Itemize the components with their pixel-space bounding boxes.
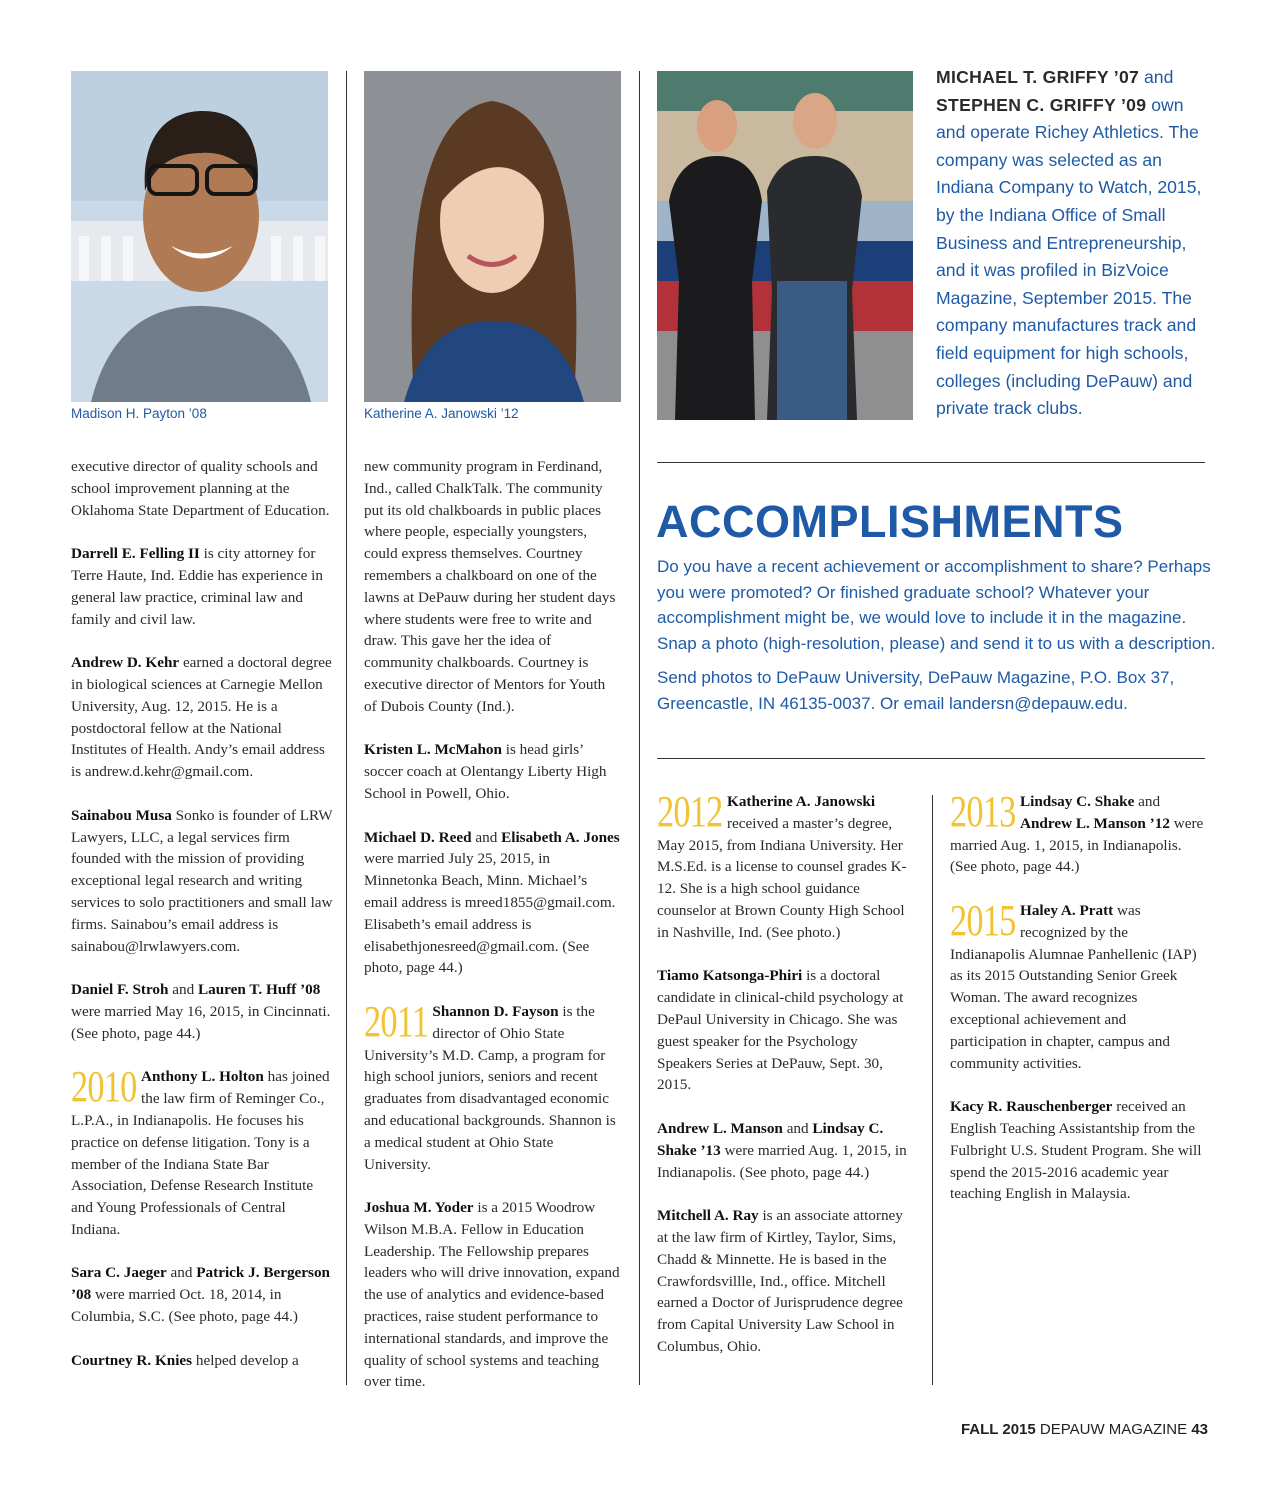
page-number: 43	[1191, 1421, 1208, 1438]
person-name: Joshua M. Yoder	[364, 1199, 474, 1217]
griffy-name-1: MICHAEL T. GRIFFY ’07	[936, 67, 1140, 87]
section-rule-top	[657, 462, 1205, 463]
griffy-and: and	[1139, 67, 1174, 87]
section-rule-bottom	[657, 758, 1205, 759]
person-name: Tiamo Katsonga-Phiri	[657, 967, 803, 985]
person-name: Kacy R. Rauschenberger	[950, 1098, 1113, 1116]
entry-rauschenberger: Kacy R. Rauschenberger received an English Teaching Assistantship from the Fulbright U.S. Student Program. She will spend the 2015-2016 academic year teaching English in Malaysia.	[950, 1098, 1202, 1203]
person-name: Lauren T. Huff ’08	[198, 981, 321, 999]
entry-holton: 2010 Anthony L. Holton has joined the law firm of Reminger Co., L.P.A., in Indianapolis. He focuses his practice on defense litigation. Tony is a member of the Indiana State Bar Association, Defense Research Institute and Young Professionals of Central Indiana.	[71, 1062, 330, 1238]
person-name: Lindsay C. Shake ’13	[657, 1119, 884, 1159]
page-footer	[961, 1421, 1208, 1438]
entry-stroh-huff: Daniel F. Stroh and Lauren T. Huff ’08 were married May 16, 2015, in Cincinnati. (See photo, page 44.)	[71, 981, 331, 1042]
person-name: Elisabeth A. Jones	[501, 828, 620, 846]
entry-jaeger-bergerson: Sara C. Jaeger and Patrick J. Bergerson ’08 were married Oct. 18, 2014, in Columbia, S.C. (See photo, page 44.)	[71, 1264, 330, 1326]
person-name: Patrick J. Bergerson ’08	[71, 1264, 330, 1304]
entry-mcmahon: Kristen L. McMahon is head girls’ soccer coach at Olentangy Liberty High School in Powell, Ohio.	[364, 741, 607, 802]
year-heading-2015: 2015	[950, 895, 1016, 945]
entry-janowski: 2012 Katherine A. Janowski received a master’s degree, May 2015, from Indiana University. Her M.S.Ed. is a license to counsel grades K-12. She is a high school guidance counselor at Brown County High School in Nashville, Ind. (See photo.)	[657, 787, 907, 941]
entry-text: executive director of quality schools and school improvement planning at the Oklahoma State Department of Education.	[71, 458, 330, 519]
column-divider	[346, 71, 347, 1385]
entry-kehr: Andrew D. Kehr earned a doctoral degree in biological sciences at Carnegie Mellon University, Aug. 12, 2015. He is a postdoctoral fellow at the National Institutes of Health. Andy’s email address is andrew.d.kehr@gmail.com.	[71, 654, 332, 781]
accomplishments-intro: Do you have a recent achievement or accomplishment to share? Perhaps you were promoted? Or finished graduate school? Whatever your accomplishment might be, we would love to include it in the magazine. Snap a photo (high-resolution, please) and send it to us with a description.	[657, 557, 1216, 653]
person-name: Andrew L. Manson ’12	[1020, 814, 1170, 832]
entry-pratt: 2015 Haley A. Pratt was recognized by the Indianapolis Alumnae Panhellenic (IAP) as its 2015 Outstanding Senior Greek Woman. The award recognizes exceptional achievement and participation in chapter, campus and community activities.	[950, 895, 1197, 1072]
column-divider	[932, 795, 933, 1385]
person-name: Michael D. Reed	[364, 828, 472, 846]
person-name: Courtney R. Knies	[71, 1351, 193, 1369]
column-3	[657, 787, 915, 1380]
person-name: Sara C. Jaeger	[71, 1264, 167, 1282]
person-name: Andrew D. Kehr	[71, 654, 180, 672]
person-name: Katherine A. Janowski	[727, 793, 876, 810]
column-divider	[639, 71, 640, 1385]
griffy-name-2: STEPHEN C. GRIFFY ’09	[936, 94, 1147, 115]
year-heading-2010: 2010	[71, 1062, 137, 1112]
person-name: Daniel F. Stroh	[71, 981, 169, 999]
footer-magazine: DEPAUW MAGAZINE	[1039, 1421, 1188, 1438]
entry-katsonga-phiri: Tiamo Katsonga-Phiri is a doctoral candidate in clinical-child psychology at DePaul University in Chicago. She was guest speaker for the Psychology Speakers Series at DePauw, Sept. 30, 2015.	[657, 967, 904, 1094]
entry-yoder: Joshua M. Yoder is a 2015 Woodrow Wilson M.B.A. Fellow in Education Leadership. The Fellowship prepares leaders who will drive innovation, expand the use of analytics and evidence-based practices, raise student performance to international standards, and improve the quality of school systems and teaching over time.	[364, 1199, 620, 1391]
column-1	[71, 456, 333, 1393]
person-name: Shannon D. Fayson	[432, 1002, 559, 1020]
accomplishments-submission: Send photos to DePauw University, DePauw Magazine, P.O. Box 37, Greencastle, IN 46135-0037. Or email landersn@depauw.edu.	[657, 668, 1175, 713]
entry-shake-manson: 2013 Lindsay C. Shake and Andrew L. Manson ’12 were married Aug. 1, 2015, in Indianapolis. (See photo, page 44.)	[950, 787, 1204, 876]
photo-caption-payton: Madison H. Payton ’08	[71, 406, 207, 421]
year-heading-2011: 2011	[364, 996, 429, 1046]
year-heading-2012: 2012	[657, 787, 723, 836]
person-name: Haley A. Pratt	[1020, 901, 1114, 919]
photo-caption-janowski: Katherine A. Janowski ’12	[364, 406, 519, 421]
person-name: Sainabou Musa	[71, 806, 172, 824]
photo-griffy-brothers	[657, 71, 913, 420]
person-name: Andrew L. Manson	[657, 1119, 783, 1137]
entry-musa: Sainabou Musa Sonko is founder of LRW Lawyers, LLC, a legal services firm founded with the mission of providing exceptional legal research and writing services to solo practitioners and small law firms. Sainabou’s email address is sainabou@lrwlawyers.com.	[71, 806, 333, 955]
entry-felling: Darrell E. Felling II is city attorney for Terre Haute, Ind. Eddie has experience in general law practice, criminal law and family and civil law.	[71, 545, 323, 628]
entry-manson-shake: Andrew L. Manson and Lindsay C. Shake ’13 were married Aug. 1, 2015, in Indianapolis. (See photo, page 44.)	[657, 1119, 907, 1181]
footer-issue: FALL 2015	[960, 1421, 1036, 1438]
entry-knies: Courtney R. Knies helped develop a	[71, 1351, 299, 1369]
entry-ray: Mitchell A. Ray is an associate attorney at the law firm of Kirtley, Taylor, Sims, Chadd & Minnette. He is based in the Crawfordsvillle, Ind., office. Mitchell earned a Doctor of Jurisprudence degree from Capital University Law School in Columbus, Ohio.	[657, 1207, 903, 1355]
person-name: Kristen L. McMahon	[364, 741, 502, 759]
photo-payton	[71, 71, 328, 402]
year-heading-2013: 2013	[950, 787, 1016, 836]
griffy-entry	[936, 64, 1211, 423]
accomplishments-title: ACCOMPLISHMENTS	[656, 496, 1124, 547]
entry-reed-jones: Michael D. Reed and Elisabeth A. Jones were married July 25, 2015, in Minnetonka Beach, Minn. Michael’s email address is mreed1855@gmail.com. Elisabeth’s email address is elisabethjonesreed@gmail.com. (See photo, page 44.)	[364, 828, 620, 977]
person-name: Anthony L. Holton	[141, 1068, 264, 1086]
person-name: Lindsay C. Shake	[1020, 793, 1135, 810]
photo-janowski	[364, 71, 621, 402]
entry-text: new community program in Ferdinand, Ind., called ChalkTalk. The community put its old chalkboards in public places where people, especially youngsters, could express themselves. Courtney remembers a chalkboard on one of the lawns at DePauw during her student days where students were free to write and draw. This gave her the idea of community chalkboards. Courtney is executive director of Mentors for Youth of Dubois County (Ind.).	[364, 458, 616, 715]
person-name: Darrell E. Felling II	[71, 545, 200, 563]
column-2	[364, 456, 620, 1415]
person-name: Mitchell A. Ray	[657, 1207, 759, 1225]
griffy-text: own and operate Richey Athletics. The company was selected as an Indiana Company to Watch, 2015, by the Indiana Office of Small Business and Entrepreneurship, and it was profiled in BizVoice Magazine, September 2015. The company manufactures track and field equipment for high schools, colleges (including DePauw) and private track clubs.	[936, 94, 1202, 419]
entry-fayson: 2011 Shannon D. Fayson is the director of Ohio State University’s M.D. Camp, a program for high school juniors, seniors and recent graduates from disadvantaged economic and educational backgrounds. Shannon is a medical student at Ohio State University.	[364, 996, 616, 1173]
column-4	[950, 787, 1206, 1227]
